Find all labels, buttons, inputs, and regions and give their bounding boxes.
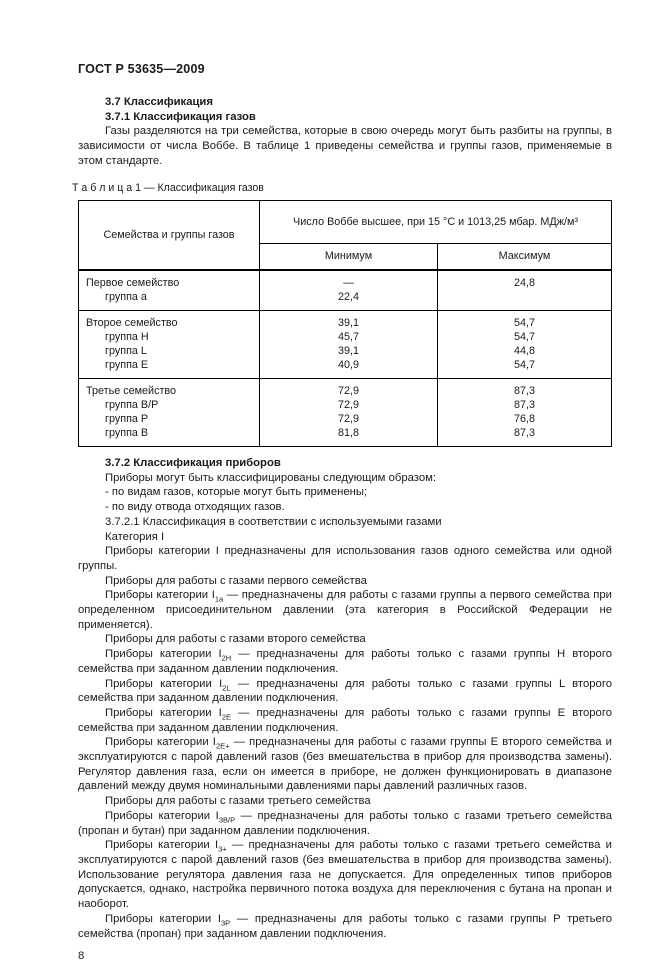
cell-minimum: 45,7 — [260, 330, 438, 344]
cell-minimum: 72,9 — [260, 412, 438, 426]
cell-maximum: 54,7 — [438, 358, 612, 379]
table-section — [79, 270, 612, 311]
paragraph: 3.7.2.1 Классификация в соответствии с используемыми газами — [105, 515, 442, 528]
paragraph: Приборы категории $I_{1a}$ — предназначены для работы с газами группы а первого семейства при определенном присоединительном давлении (эта категория в Российской Федерации не применяется). — [78, 589, 612, 631]
cell-minimum: — — [260, 270, 438, 290]
cell-maximum: 54,7 — [438, 330, 612, 344]
cell-family-group: группа B — [79, 426, 260, 447]
category-subscript: 3+ — [218, 844, 227, 854]
cell-family-group: группа а — [79, 290, 260, 311]
paragraph: - по видам газов, которые могут быть применены; — [105, 486, 368, 499]
paragraph: Категория I — [105, 530, 165, 543]
paragraph: Приборы категории $I_{3P}$ — предназначены для работы только с газами группы P третьего семейства (пропан) при заданном давлении подключения. — [78, 912, 612, 940]
paragraph: - по виду отвода отходящих газов. — [105, 501, 285, 514]
page-content — [72, 95, 613, 941]
paragraph: Приборы категории $I_{3B/P}$ — предназначены для работы только с газами третьего семейства (пропан и бутан) при заданном давлении подключения. — [78, 809, 613, 837]
section-heading-3-7-1: 3.7.1 Классификация газов — [105, 110, 256, 123]
category-subscript: 2L — [222, 682, 231, 692]
paragraph: Приборы категории $I_{2H}$ — предназначены для работы только с газами группы H второго семейства при заданном давлении подключения. — [78, 648, 612, 675]
paragraph: Приборы категории $I_{2E}$ — предназначены для работы только с газами группы E второго семейства при заданном давлении подключения. — [78, 706, 612, 734]
category-subscript: 2H — [221, 653, 232, 663]
intro-paragraph: Газы разделяются на три семейства, которые в свою очередь могут быть разбиты на группы, в зависимости от числа Воббе. В таблице 1 приведены семейства и группы газов, применяемые в этом стандарте. — [78, 125, 612, 167]
category-subscript: 2E — [221, 712, 231, 722]
paragraph: Приборы категории I предназначены для использования газов одного семейства или одной группы. — [78, 545, 612, 572]
column-header-wobbe: Число Воббе высшее, при 15 °С и 1013,25 мбар. МДж/м³ — [260, 200, 612, 243]
cell-family-group: группа B/P — [79, 398, 260, 412]
paragraph: Приборы категории $I_{3+}$ — предназначены для работы только с газами третьего семейства и эксплуатируются с парой давлений газов (без вмешательства в прибор для производства замены). Использование регулятора давления газа не допускается. Для определенных типов приборов допускается, однако, настройка первичного потока воздуха для переключения с бутана на пропан и наоборот. — [78, 839, 612, 911]
page-number: 8 — [78, 950, 85, 962]
cell-maximum: 24,8 — [438, 270, 612, 290]
cell-maximum: 76,8 — [438, 412, 612, 426]
cell-maximum: 54,7 — [438, 311, 612, 331]
category-subscript: 3B/P — [218, 815, 236, 825]
table-row — [79, 330, 612, 344]
cell-minimum: 40,9 — [260, 358, 438, 379]
cell-family-group: группа P — [79, 412, 260, 426]
category-subscript: 2E+ — [215, 741, 230, 751]
category-subscript: 3P — [221, 918, 231, 928]
paragraph: Приборы могут быть классифицированы следующим образом: — [105, 471, 437, 484]
table-row — [79, 270, 612, 290]
cell-family-group: группа H — [79, 330, 260, 344]
cell-maximum: 87,3 — [438, 426, 612, 447]
table-row — [79, 379, 612, 399]
paragraph: Приборы для работы с газами третьего семейства — [105, 795, 371, 808]
cell-family-group: группа L — [79, 344, 260, 358]
cell-family-group: Второе семейство — [79, 311, 260, 331]
table-row — [79, 398, 612, 412]
paragraph: Приборы категории $I_{2E+}$ — предназначены для работы с газами группы E второго семейства и эксплуатируются с парой давлений газов (без вмешательства в прибор для производства замены). Регулятор давления газа, если он имеется в приборе, не должен функционировать в диапазоне давлений между двумя номинальными давлениями пары давлений различных газов. — [78, 736, 612, 793]
table-header — [79, 200, 612, 270]
cell-minimum: 72,9 — [260, 379, 438, 399]
cell-maximum: 87,3 — [438, 398, 612, 412]
section-heading-3-7: 3.7 Классификация — [105, 96, 213, 108]
section-heading: 3.7.2 Классификация приборов — [105, 457, 281, 470]
column-header-families: Семейства и группы газов — [79, 200, 260, 270]
cell-minimum: 22,4 — [260, 290, 438, 311]
cell-minimum: 39,1 — [260, 344, 438, 358]
table-section — [79, 379, 612, 447]
table-row — [79, 290, 612, 311]
table-row — [79, 344, 612, 358]
paragraph: Приборы для работы с газами первого семейства — [105, 574, 367, 587]
column-header-maximum: Максимум — [438, 243, 612, 270]
table-section — [79, 311, 612, 379]
cell-minimum: 81,8 — [260, 426, 438, 447]
cell-maximum: 44,8 — [438, 344, 612, 358]
cell-minimum: 39,1 — [260, 311, 438, 331]
column-header-minimum: Минимум — [260, 243, 438, 270]
table-row — [79, 426, 612, 447]
table-row — [79, 358, 612, 379]
gas-classification-table — [78, 200, 612, 448]
cell-family-group: группа E — [79, 358, 260, 379]
table-row — [79, 311, 612, 331]
cell-family-group: Третье семейство — [79, 379, 260, 399]
paragraph: Приборы для работы с газами второго семейства — [105, 633, 366, 646]
cell-maximum — [438, 290, 612, 311]
body-text — [78, 456, 612, 941]
table-row — [79, 412, 612, 426]
table-caption: Т а б л и ц а 1 — Классификация газов — [72, 181, 264, 194]
cell-family-group: Первое семейство — [79, 270, 260, 290]
cell-minimum: 72,9 — [260, 398, 438, 412]
doc-code: ГОСТ Р 53635—2009 — [78, 62, 205, 76]
paragraph: Приборы категории $I_{2L}$ — предназначены для работы только с газами группы L второго семейства при заданном давлении подключения. — [78, 677, 612, 705]
cell-maximum: 87,3 — [438, 379, 612, 399]
category-subscript: 1a — [214, 594, 224, 604]
